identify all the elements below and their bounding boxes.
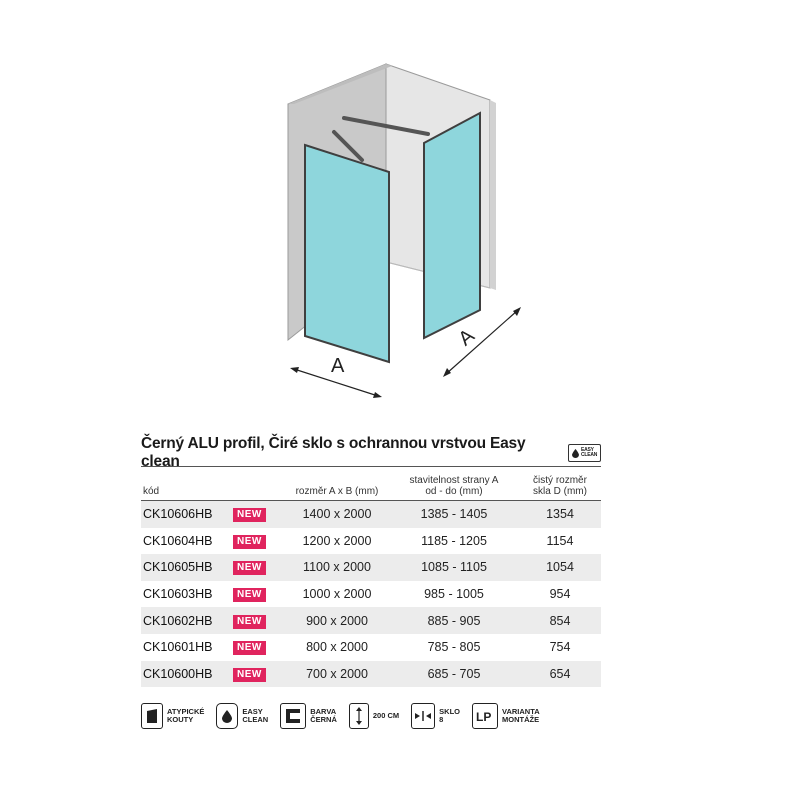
row-size: 1200 x 2000 — [302, 533, 372, 548]
row-code: CK10605HB — [143, 560, 213, 575]
row-code: CK10603HB — [143, 587, 213, 602]
row-clear-size: 754 — [549, 640, 571, 655]
header-clear-size — [519, 475, 601, 497]
header-size: rozměr A x B (mm) — [295, 486, 379, 497]
row-code: CK10604HB — [143, 533, 213, 548]
row-adjustability: 1085 - 1105 — [421, 560, 487, 575]
table-header — [141, 467, 601, 500]
row-clear-size: 954 — [549, 587, 571, 602]
glass-panel-right — [424, 113, 480, 338]
table-body — [141, 501, 601, 687]
row-size: 1100 x 2000 — [303, 560, 371, 575]
table-row — [141, 554, 601, 581]
feature-label: SKLO 8 — [439, 707, 460, 724]
row-clear-size: 1054 — [546, 560, 574, 575]
new-badge: NEW — [233, 508, 266, 522]
spec-title-text: Černý ALU profil, Čiré sklo s ochrannou vrstvou Easy clean — [141, 435, 526, 470]
feature-glass-thickness — [411, 703, 460, 729]
row-size: 800 x 2000 — [306, 640, 368, 655]
row-adjustability: 885 - 905 — [427, 613, 481, 628]
row-size: 1400 x 2000 — [302, 507, 372, 522]
row-adjustability: 685 - 705 — [427, 666, 481, 681]
feature-mounting-variant — [472, 703, 540, 729]
table-row — [141, 607, 601, 634]
row-adjustability: 985 - 1005 — [424, 587, 484, 602]
feature-easy-clean — [216, 703, 268, 729]
row-adjustability: 1185 - 1205 — [421, 533, 487, 548]
row-code: CK10600HB — [143, 666, 213, 681]
easy-clean-badge — [568, 444, 601, 462]
feature-label: VARIANTA MONTÁŽE — [502, 707, 540, 724]
table-row — [141, 634, 601, 661]
feature-label: 200 CM — [372, 711, 400, 720]
header-adjustability — [389, 475, 519, 497]
row-clear-size: 854 — [549, 613, 571, 628]
height-icon — [349, 703, 369, 729]
row-clear-size: 654 — [549, 666, 571, 681]
table-row — [141, 528, 601, 555]
feature-profile-color — [280, 703, 337, 729]
feature-label: EASY CLEAN — [242, 707, 269, 724]
header-clear-size-line2: skla D (mm) — [533, 486, 587, 497]
row-code: CK10602HB — [143, 613, 213, 628]
glass-thickness-icon — [411, 703, 435, 729]
wall-edge-right — [490, 100, 496, 290]
new-badge: NEW — [233, 668, 266, 682]
feature-atypical-corners — [141, 703, 204, 729]
new-badge: NEW — [233, 588, 266, 602]
row-adjustability: 1385 - 1405 — [420, 507, 488, 522]
row-adjustability: 785 - 805 — [427, 640, 481, 655]
glass-panel-left — [305, 145, 389, 362]
table-row — [141, 501, 601, 528]
profile-color-icon — [280, 703, 306, 729]
feature-icons — [141, 703, 552, 729]
new-badge: NEW — [233, 561, 266, 575]
atypical-corner-icon — [141, 703, 163, 729]
water-drop-icon — [572, 449, 579, 458]
row-size: 700 x 2000 — [306, 666, 368, 681]
new-badge: NEW — [233, 615, 266, 629]
feature-label: ATYPICKÉ KOUTY — [167, 707, 205, 724]
row-clear-size: 1154 — [546, 533, 574, 548]
spec-title — [141, 435, 601, 470]
dimension-a-left-label: A — [331, 355, 345, 377]
dimension-a-left — [290, 355, 382, 398]
new-badge: NEW — [233, 641, 266, 655]
header-adjustability-line2: od - do (mm) — [425, 486, 483, 497]
svg-text:LP: LP — [476, 710, 492, 723]
new-badge: NEW — [233, 535, 266, 549]
dimension-a-right-label: A — [454, 324, 479, 351]
header-clear-size-line1: čistý rozměr — [533, 475, 587, 486]
easy-clean-badge-text: EASY CLEAN — [581, 447, 598, 458]
easy-clean-icon — [216, 703, 238, 729]
feature-height — [349, 703, 399, 729]
table-row — [141, 581, 601, 608]
row-size: 900 x 2000 — [306, 613, 368, 628]
header-adjustability-line1: stavitelnost strany A — [409, 475, 499, 486]
row-code: CK10606HB — [143, 507, 213, 522]
mounting-variant-icon — [472, 703, 498, 729]
row-code: CK10601HB — [143, 640, 213, 655]
row-clear-size: 1354 — [546, 507, 574, 522]
table-row — [141, 661, 601, 688]
feature-label: BARVA ČERNÁ — [310, 707, 337, 724]
row-size: 1000 x 2000 — [302, 587, 372, 602]
header-code: kód — [143, 486, 160, 497]
spec-table — [141, 435, 601, 687]
